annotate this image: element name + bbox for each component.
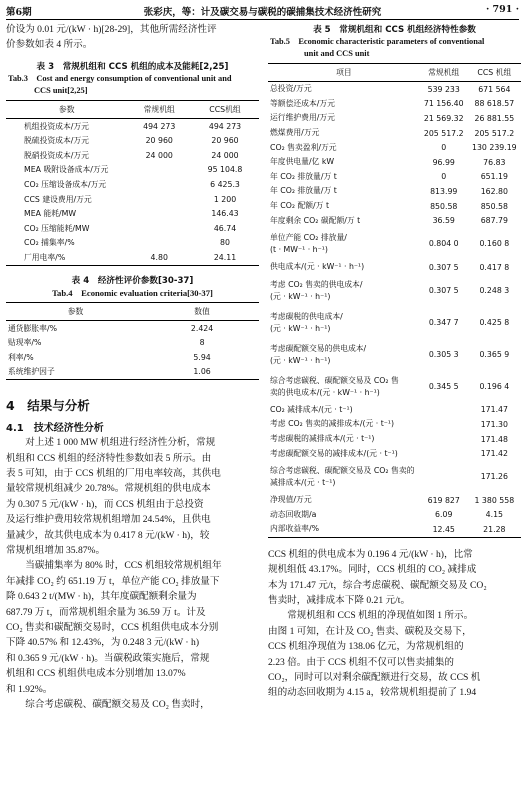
table-row	[6, 250, 259, 265]
value-cell: 24 000	[211, 150, 239, 160]
item-cell	[268, 82, 420, 97]
table-row	[268, 199, 521, 214]
param-cell: CCS 建设费用/万元	[24, 194, 92, 204]
text-line: 降 0.643 2 t/(MW · h)，其年度碳配额剩余量为	[6, 591, 197, 603]
value-cell	[127, 206, 191, 221]
item-label: CO₂ 售卖盈利/万元	[270, 142, 337, 152]
value-cell	[420, 417, 468, 432]
item-label: 供电成本/(元 · kW⁻¹ · h⁻¹)	[270, 262, 365, 272]
paragraph-2	[6, 558, 259, 697]
item-label: 综合考虑碳税、碳配额交易及 CO₂ 售	[270, 375, 399, 385]
text-line: 为 0.307 5 元/(kW · h)，而 CCS 机组由于总投资	[6, 498, 204, 510]
value-cell: 20 960	[145, 136, 173, 146]
item-label: 总投资/万元	[270, 84, 312, 94]
item-cell	[268, 446, 420, 461]
value-cell: 1 200	[213, 194, 237, 204]
value-cell: 162.80	[480, 186, 508, 196]
text-line: 当碳捕集率为 80% 时，CCS 机组较常规机组年	[25, 560, 222, 572]
value-cell: 1 380 558	[474, 495, 515, 505]
value-cell: 0.425 8	[479, 318, 510, 328]
left-column	[6, 22, 259, 712]
value-cell: 494 273	[208, 121, 242, 131]
value-cell: 6 425.3	[210, 179, 240, 189]
table-row	[6, 350, 259, 365]
table5-caption-en-2: unit and CCS unit	[304, 49, 370, 58]
paragraph-3: 综合考虑碳税、碳配额交易及 CO₂ 售卖时，	[25, 699, 210, 711]
table-row	[268, 228, 521, 260]
text-line: 和 0.365 9 元/(kW · h)。当碳税政策实施后，常规	[6, 652, 210, 664]
item-cell	[268, 275, 420, 307]
value-cell: 0.365 9	[479, 350, 510, 360]
table4-header: 参数	[6, 302, 145, 320]
table4-caption-en: Tab.4 Economic evaluation criteria[30-37]	[52, 287, 213, 298]
text-line: 量较常规机组减少 20.78%。常规机组的供电成本	[6, 483, 211, 495]
value-cell: 76.83	[483, 157, 506, 167]
item-cell	[268, 461, 420, 493]
header-rule	[6, 19, 519, 20]
paragraph-right-2	[268, 608, 521, 700]
value-cell	[127, 192, 191, 207]
item-cell	[268, 493, 420, 508]
table-row	[6, 148, 259, 163]
value-cell: 0	[441, 172, 447, 182]
subsection-heading: 4.1 技术经济性分析	[6, 423, 104, 435]
text-line: 表 5 可知，由于 CCS 机组的厂用电率较高，其供电	[6, 467, 221, 479]
table-row	[6, 365, 259, 380]
item-cell	[268, 339, 420, 371]
table3-caption-en-2: CCS unit[2,25]	[34, 85, 88, 95]
value-cell: 687.79	[480, 216, 508, 226]
table-row	[268, 82, 521, 97]
item-cell	[268, 140, 420, 155]
value-cell: 4.15	[485, 510, 504, 520]
table3-header: 参数	[6, 100, 127, 118]
param-cell: CO₂ 压缩设备成本/万元	[24, 179, 107, 189]
item-label: 动态回收期/a	[270, 509, 317, 519]
table3-caption-cn: 表 3 常规机组和 CCS 机组的成本及能耗[2,25]	[36, 61, 229, 72]
item-cell	[268, 522, 420, 537]
text-line: 年减排 CO₂ 约 651.19 万 t，单位产能 CO₂ 排放量下	[6, 575, 220, 587]
intro-line-1: 价设为 0.01 元/(kW · h)[28-29]，其他所需经济性评	[6, 24, 217, 35]
value-cell: 95 104.8	[207, 165, 243, 175]
value-cell: 0.196 4	[479, 382, 510, 392]
value-cell: 0.248 3	[479, 286, 510, 296]
text-line: 下降 40.57% 和 12.43%，为 0.248 3 元/(kW · h)	[6, 637, 200, 649]
value-cell	[420, 461, 468, 493]
table-row	[6, 206, 259, 221]
value-cell: 0.160 8	[479, 239, 510, 249]
param-cell: MEA 能耗/MW	[24, 209, 77, 219]
value-cell: 146.43	[211, 209, 239, 219]
value-cell	[420, 446, 468, 461]
value-cell	[127, 163, 191, 178]
item-cell	[268, 155, 420, 170]
table-row	[268, 97, 521, 112]
table-row	[268, 184, 521, 199]
value-cell: 8	[199, 338, 205, 348]
table-row	[268, 213, 521, 228]
text-line: 由图 1 可知，在计及 CO₂ 售卖、碳税及交易下，	[268, 625, 472, 637]
value-cell: 850.58	[480, 201, 508, 211]
param-cell: MEA 吸附设备成本/万元	[24, 165, 109, 175]
text-line: CO₂，同时可以对剩余碳配额进行交易，故 CCS 机	[268, 671, 481, 683]
item-label: 考虑 CO₂ 售卖的供电成本/	[270, 279, 363, 289]
item-label: 考虑碳税的供电成本/	[270, 311, 343, 321]
table5-header: 项目	[268, 64, 420, 82]
item-label: 考虑碳税的减排成本/(元 · t⁻¹)	[270, 434, 375, 444]
value-cell: 24.11	[191, 250, 259, 265]
item-label: 内部收益率/%	[270, 524, 320, 534]
text-line: 687.79 万 t，而常规机组余量为 36.59 万 t。计及	[6, 606, 206, 618]
value-cell: 2.424	[190, 323, 214, 333]
table-row	[6, 320, 259, 335]
param-cell: 贴现率/%	[8, 338, 42, 348]
item-cell	[268, 260, 420, 275]
value-cell: 6.09	[435, 510, 453, 520]
item-label: 年 CO₂ 配额/万 t	[270, 201, 330, 211]
value-cell: 46.74	[213, 223, 237, 233]
value-cell: 619 827	[427, 495, 460, 505]
item-cell	[268, 184, 420, 199]
text-line: 对上述 1 000 MW 机组进行经济性分析，常规	[25, 437, 216, 449]
item-cell	[268, 508, 420, 523]
page-header	[6, 4, 519, 17]
table-row	[6, 221, 259, 236]
table-row	[268, 339, 521, 371]
item-cell	[268, 199, 420, 214]
table5	[268, 63, 521, 538]
value-cell: 0.804 0	[428, 239, 459, 249]
value-cell: 0.307 5	[428, 262, 459, 272]
table4-header: 数值	[145, 302, 259, 320]
table-row	[268, 508, 521, 523]
value-cell: 171.47	[480, 405, 508, 415]
right-column	[268, 22, 521, 701]
param-cell: 系统维护因子	[6, 365, 145, 380]
value-cell	[420, 432, 468, 447]
item-label: (元 · kW⁻¹ · h⁻¹)	[270, 355, 331, 365]
issue-number: 第6期	[6, 7, 32, 18]
table-row	[268, 446, 521, 461]
item-label: 运行维护费用/万元	[270, 113, 336, 123]
param-cell: 脱硝投资成本/万元	[24, 150, 90, 160]
table-row	[268, 371, 521, 403]
text-line: 售卖时，减排成本下降 0.21 元/t。	[268, 594, 411, 606]
value-cell	[127, 236, 191, 251]
text-line: 本为 171.47 元/t，综合考虑碳税、碳配额交易及 CO₂	[268, 579, 487, 591]
value-cell: 1.06	[145, 365, 259, 380]
value-cell: 0.347 7	[428, 318, 459, 328]
param-cell: 脱硫投资成本/万元	[24, 136, 90, 146]
item-label: 单位产能 CO₂ 排放量/	[270, 232, 347, 242]
item-label: 综合考虑碳税、碳配额交易及 CO₂ 售卖的	[270, 465, 415, 475]
item-label: 考虑碳配额交易的减排成本/(元 · t⁻¹)	[270, 448, 398, 458]
value-cell: 671 564	[478, 84, 511, 94]
table5-caption-cn: 表 5 常规机组和 CCS 机组经济特性参数	[313, 25, 476, 35]
value-cell: 96.99	[432, 157, 455, 167]
value-cell: 88 618.57	[474, 99, 515, 109]
item-label: (元 · kW⁻¹ · h⁻¹)	[270, 323, 331, 333]
item-label: 年 CO₂ 排放量/万 t	[270, 171, 337, 181]
item-cell	[268, 403, 420, 418]
value-cell: 24 000	[145, 150, 173, 160]
table3-header: 常规机组	[127, 100, 191, 118]
text-line: 组的动态回收期为 4.15 a，较常规机组提前了 1.94	[268, 687, 477, 699]
table-row	[6, 163, 259, 178]
value-cell: 205 517.2	[474, 128, 515, 138]
text-line: 规机组低 43.17%。同时，CCS 机组的 CO₂ 减排成	[268, 564, 477, 576]
table-row	[268, 493, 521, 508]
intro-line-2: 价参数如表 4 所示。	[6, 39, 93, 51]
item-cell	[268, 126, 420, 141]
text-line: CCS 机组的供电成本为 0.196 4 元/(kW · h)，比常	[268, 548, 473, 560]
value-cell: 205 517.2	[423, 128, 464, 138]
param-cell: 厂用电率/%	[6, 250, 127, 265]
item-label: 卖的供电成本/(元 · kW⁻¹ · h⁻¹)	[270, 387, 380, 397]
table4	[6, 302, 259, 380]
paragraph-1	[6, 435, 259, 558]
table-row	[6, 335, 259, 350]
table3-caption-en-1: Tab.3 Cost and energy consumption of conventional unit and	[8, 73, 232, 83]
param-cell: 通货膨胀率/%	[8, 323, 58, 333]
table-row	[268, 522, 521, 537]
table-row	[268, 461, 521, 493]
table-row	[268, 170, 521, 185]
table-row	[268, 155, 521, 170]
item-label: 考虑 CO₂ 售卖的减排成本/(元 · t⁻¹)	[270, 419, 395, 429]
item-cell	[268, 417, 420, 432]
value-cell: 36.59	[432, 216, 455, 226]
text-line: 常规机组增加 35.87%。	[6, 544, 106, 556]
value-cell	[127, 221, 191, 236]
running-title: 张彩庆，等：计及碳交易与碳税的碳捕集技术经济性研究	[143, 7, 382, 18]
item-label: 考虑碳配额交易的供电成本/	[270, 343, 367, 353]
text-line: 机组和 CCS 机组的经济特性参数如表 5 所示。由	[6, 452, 212, 464]
table5-caption-en-1: Tab.5 Economic characteristic parameters of conventional	[270, 37, 485, 46]
value-cell: 850.58	[430, 201, 458, 211]
table4-caption-cn: 表 4 经济性评价参数[30-37]	[71, 275, 194, 286]
item-label: 年 CO₂ 排放量/万 t	[270, 186, 337, 196]
item-label: 年度供电量/亿 kW	[270, 157, 335, 167]
table-row	[268, 275, 521, 307]
table-row	[268, 432, 521, 447]
table-row	[268, 307, 521, 339]
text-line: 常规机组和 CCS 机组的净现值如图 1 所示。	[287, 610, 474, 622]
table-row	[6, 177, 259, 192]
value-cell: 0	[441, 143, 447, 153]
value-cell: 0.305 3	[428, 350, 459, 360]
value-cell: 21.28	[468, 522, 521, 537]
value-cell: 171.42	[480, 449, 508, 459]
param-cell: 机组投资成本/万元	[24, 121, 90, 131]
table-row	[268, 126, 521, 141]
page-number: · 791 ·	[485, 4, 519, 15]
table-row	[268, 140, 521, 155]
param-cell: CO₂ 压缩能耗/MW	[24, 223, 90, 233]
value-cell: 5.94	[193, 352, 211, 362]
value-cell: 0.417 8	[479, 262, 510, 272]
text-line: 2.23 倍。由于 CCS 机组不仅可以售卖捕集的	[268, 656, 455, 668]
value-cell: 171.48	[480, 434, 508, 444]
item-label: (t · MW⁻¹ · h⁻¹)	[270, 244, 328, 254]
item-cell	[268, 97, 420, 112]
text-line: 和 1.92%。	[6, 683, 53, 695]
value-cell: 0.345 5	[428, 382, 459, 392]
value-cell: 171.30	[480, 419, 508, 429]
value-cell: 80	[220, 238, 230, 248]
paragraph-right-1	[268, 547, 521, 609]
value-cell: 0.307 5	[428, 286, 459, 296]
item-cell	[268, 170, 420, 185]
param-cell: CO₂ 捕集率/%	[24, 238, 75, 248]
table-row	[6, 118, 259, 133]
text-line: CO₂ 售卖和碳配额交易时，CCS 机组供电成本分别	[6, 622, 219, 633]
text-line: 及运行维护费用较常规机组增加 24.54%，且供电	[6, 514, 211, 526]
value-cell: 813.99	[430, 186, 458, 196]
value-cell: 4.80	[127, 250, 191, 265]
value-cell	[420, 403, 468, 418]
value-cell: 21 569.32	[423, 113, 464, 123]
value-cell: 20 960	[211, 136, 239, 146]
item-label: 净现值/万元	[270, 495, 312, 505]
item-label: (元 · kW⁻¹ · h⁻¹)	[270, 291, 331, 301]
value-cell	[127, 177, 191, 192]
text-line: 量减少，故其供电成本为 0.417 8 元/(kW · h)，较	[6, 529, 210, 541]
item-label: 年度剩余 CO₂ 碳配额/万 t	[270, 215, 361, 225]
table-row	[6, 192, 259, 207]
item-cell	[268, 228, 420, 260]
text-line: 机组和 CCS 机组供电成本分别增加 13.07%	[6, 668, 186, 680]
item-cell	[268, 371, 420, 403]
table-row	[268, 260, 521, 275]
table3-header: CCS机组	[191, 100, 259, 118]
table3	[6, 100, 259, 266]
value-cell: 71 156.40	[423, 99, 464, 109]
table5-header: 常规机组	[420, 64, 468, 82]
value-cell: 171.26	[480, 472, 508, 482]
item-cell	[268, 111, 420, 126]
table-row	[268, 417, 521, 432]
text-line: CCS 机组净现值为 138.06 亿元，为常规机组的	[268, 641, 464, 653]
item-cell	[268, 213, 420, 228]
table-row	[6, 236, 259, 251]
value-cell: 539 233	[427, 84, 460, 94]
param-cell: 利率/%	[8, 352, 34, 362]
item-cell	[268, 432, 420, 447]
value-cell: 26 881.55	[474, 113, 515, 123]
value-cell: 651.19	[480, 172, 508, 182]
value-cell: 12.45	[420, 522, 468, 537]
item-label: 等额偿还成本/万元	[270, 98, 336, 108]
value-cell: 494 273	[143, 121, 176, 131]
table5-header: CCS 机组	[468, 64, 521, 82]
section-heading: 4 结果与分析	[6, 398, 90, 414]
table-row	[6, 133, 259, 148]
item-label: CO₂ 减排成本/(元 · t⁻¹)	[270, 404, 353, 414]
value-cell: 130 239.19	[472, 143, 517, 153]
table-row	[268, 403, 521, 418]
item-cell	[268, 307, 420, 339]
item-label: 减排成本/(元 · t⁻¹)	[270, 477, 336, 487]
item-label: 燃煤费用/万元	[270, 128, 320, 138]
table-row	[268, 111, 521, 126]
